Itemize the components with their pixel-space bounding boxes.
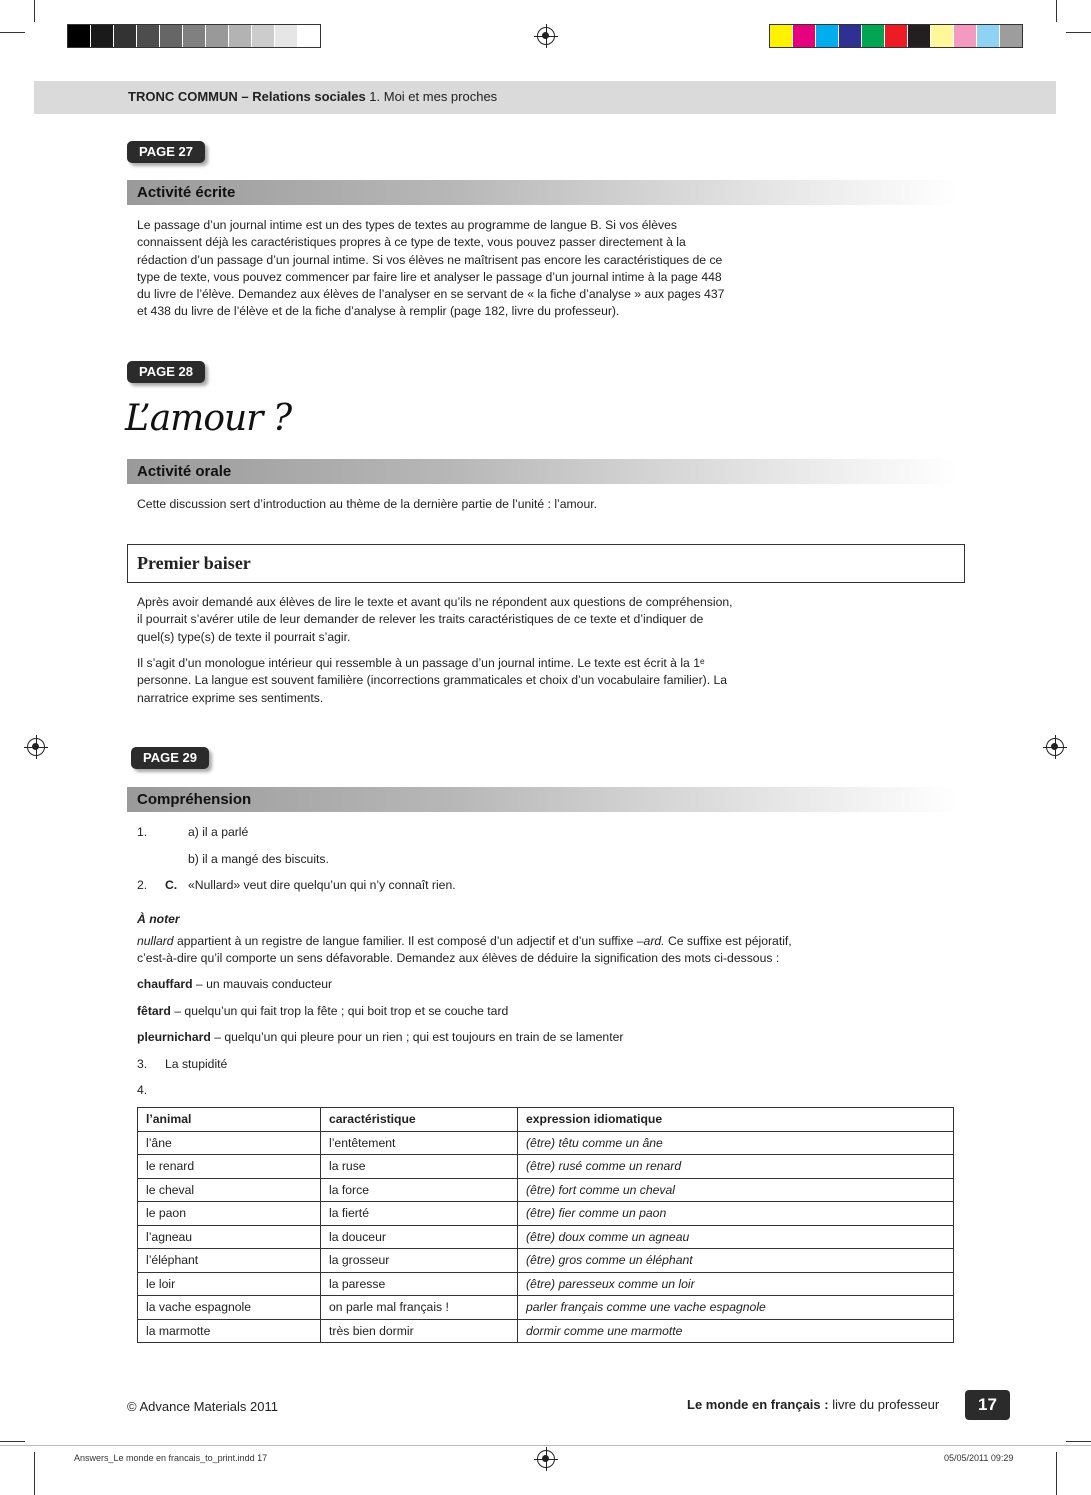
color-swatch (885, 25, 908, 47)
registration-mark-icon (537, 1450, 555, 1468)
table-cell: dormir comme une marmotte (518, 1319, 954, 1343)
color-swatch (793, 25, 816, 47)
word-definition: fêtard – quelqu’un qui fait trop la fête ; qui boit trop et se couche tard (137, 1004, 509, 1018)
color-swatch (206, 25, 229, 47)
table-cell: (être) gros comme un éléphant (518, 1249, 954, 1273)
table-row (138, 1225, 954, 1249)
table-cell: (être) fort comme un cheval (518, 1178, 954, 1202)
paragraph: Il s’agit d’un monologue intérieur qui ressemble à un passage d’un journal intime. Le texte est écrit à la 1ᵉ personne. La langue est souvent familière (incorrections grammaticales et choix d’un vocabulaire familier). La narratrice exprime ses sentiments. (137, 656, 728, 705)
running-header: TRONC COMMUN – Relations sociales 1. Moi et mes proches (128, 89, 498, 104)
book-title: Le monde en français : livre du professeur (687, 1397, 940, 1412)
word-definition: chauffard – un mauvais conducteur (137, 977, 333, 991)
chapter-title: L’amour ? (125, 398, 292, 439)
answer-line: a) il a parlé (188, 825, 249, 839)
question-number: 2. (137, 878, 148, 892)
page-tag: PAGE 27 (127, 141, 205, 163)
crop-mark (0, 1441, 25, 1442)
note-heading: À noter (137, 912, 180, 926)
color-swatch (252, 25, 275, 47)
table-cell: le loir (138, 1272, 321, 1296)
crop-mark (0, 32, 25, 33)
column-header: expression idiomatique (518, 1108, 954, 1132)
column-header: l’animal (138, 1108, 321, 1132)
question-number: 3. (137, 1057, 148, 1071)
question-number: 4. (137, 1083, 148, 1097)
color-swatch (137, 25, 160, 47)
slug-filename: Answers_Le monde en francais_to_print.indd 17 (74, 1453, 268, 1463)
note-line: nullard appartient à un registre de langue familier. Il est composé d’un adjectif et d’un suffixe –ard. Ce suffixe est péjoratif, (137, 934, 792, 948)
table-cell: le renard (138, 1155, 321, 1179)
color-swatch (91, 25, 114, 47)
column-header: caractéristique (321, 1108, 518, 1132)
gray-color-bar (67, 24, 321, 48)
color-swatch (298, 25, 320, 47)
section-heading: Activité écrite (127, 180, 957, 205)
copyright: © Advance Materials 2011 (127, 1399, 278, 1414)
idiom-table (137, 1107, 954, 1343)
table-row (138, 1296, 954, 1320)
table-cell: l’agneau (138, 1225, 321, 1249)
table-cell: la ruse (321, 1155, 518, 1179)
word-definition: pleurnichard – quelqu’un qui pleure pour un rien ; qui est toujours en train de se lamenter (137, 1030, 624, 1044)
table-cell: le paon (138, 1202, 321, 1226)
note-line: c’est-à-dire qu’il comporte un sens défavorable. Demandez aux élèves de déduire la signification des mots ci-dessous : (137, 951, 780, 965)
table-row (138, 1319, 954, 1343)
paragraph: Le passage d’un journal intime est un des types de textes au programme de langue B. Si vos élèves connaissent déjà les caractéristiques propres à ce type de texte, vous pouvez passer directement à la rédaction d’un passage d’un journal intime. Si vos élèves ne maîtrisent pas encore les caractéristiques de ce type de texte, vous pouvez commencer par faire lire et analyser le passage d’un journal intime à la page 448 du livre de l’élève. Demandez aux élèves de l’analyser en se servant de « la fiche d’analyse » aux pages 437 et 438 du livre de l’élève et de la fiche d’analyse à remplir (page 182, livre du professeur). (137, 218, 725, 319)
table-cell: la paresse (321, 1272, 518, 1296)
question-number: 1. (137, 825, 148, 839)
color-swatch (183, 25, 206, 47)
color-swatch (816, 25, 839, 47)
table-cell: (être) doux comme un agneau (518, 1225, 954, 1249)
table-cell: (être) paresseux comme un loir (518, 1272, 954, 1296)
table-cell: l’âne (138, 1131, 321, 1155)
color-swatch (160, 25, 183, 47)
color-swatch (954, 25, 977, 47)
crop-mark (1056, 1452, 1057, 1495)
color-swatch (114, 25, 137, 47)
crop-mark (1066, 32, 1091, 33)
table-cell: (être) têtu comme un âne (518, 1131, 954, 1155)
table-cell: (être) rusé comme un renard (518, 1155, 954, 1179)
table-row (138, 1202, 954, 1226)
crop-mark (34, 0, 35, 22)
registration-mark-icon (1046, 738, 1064, 756)
table-cell: l’entêtement (321, 1131, 518, 1155)
table-header-row (138, 1108, 954, 1132)
table-cell: la douceur (321, 1225, 518, 1249)
color-swatch (275, 25, 298, 47)
table-cell: l’éléphant (138, 1249, 321, 1273)
table-cell: (être) fier comme un paon (518, 1202, 954, 1226)
color-swatch (229, 25, 252, 47)
table-cell: on parle mal français ! (321, 1296, 518, 1320)
table-cell: la vache espagnole (138, 1296, 321, 1320)
answer-line: b) il a mangé des biscuits. (188, 852, 329, 866)
color-swatch (977, 25, 1000, 47)
crop-mark (1056, 0, 1057, 22)
color-swatch (770, 25, 793, 47)
page-number: 17 (965, 1390, 1010, 1420)
table-cell: la fierté (321, 1202, 518, 1226)
crop-mark (1066, 1441, 1091, 1442)
color-swatch (839, 25, 862, 47)
text-title: Premier baiser (127, 544, 965, 583)
table-cell: la marmotte (138, 1319, 321, 1343)
page-tag: PAGE 29 (131, 747, 209, 769)
section-heading: Compréhension (127, 787, 957, 812)
table-cell: parler français comme une vache espagnole (518, 1296, 954, 1320)
paragraph: Cette discussion sert d’introduction au thème de la dernière partie de l’unité : l’amour. (137, 497, 597, 511)
table-row (138, 1249, 954, 1273)
color-swatch (68, 25, 91, 47)
answer-line: «Nullard» veut dire quelqu’un qui n’y connaît rien. (188, 878, 456, 892)
section-heading: Activité orale (127, 459, 957, 484)
page-tag: PAGE 28 (127, 361, 205, 383)
table-row (138, 1155, 954, 1179)
slug-line (0, 1445, 1091, 1446)
color-swatch (1000, 25, 1022, 47)
table-row (138, 1178, 954, 1202)
color-swatch (862, 25, 885, 47)
color-bar (769, 24, 1023, 48)
registration-mark-icon (27, 738, 45, 756)
paragraph: Après avoir demandé aux élèves de lire le texte et avant qu’ils ne répondent aux questions de compréhension, il pourrait s’avérer utile de leur demander de relever les traits caractéristiques de ce texte et d’indiquer de quel(s) type(s) de texte il pourrait s’agir. (137, 595, 733, 644)
registration-mark-icon (537, 27, 555, 45)
answer-letter: C. (165, 878, 178, 892)
table-cell: la force (321, 1178, 518, 1202)
table-cell: très bien dormir (321, 1319, 518, 1343)
crop-mark (34, 1452, 35, 1495)
table-row (138, 1272, 954, 1296)
color-swatch (908, 25, 931, 47)
color-swatch (931, 25, 954, 47)
table-cell: le cheval (138, 1178, 321, 1202)
table-row (138, 1131, 954, 1155)
answer-line: La stupidité (165, 1057, 228, 1071)
slug-date: 05/05/2011 09:29 (944, 1453, 1014, 1463)
table-cell: la grosseur (321, 1249, 518, 1273)
